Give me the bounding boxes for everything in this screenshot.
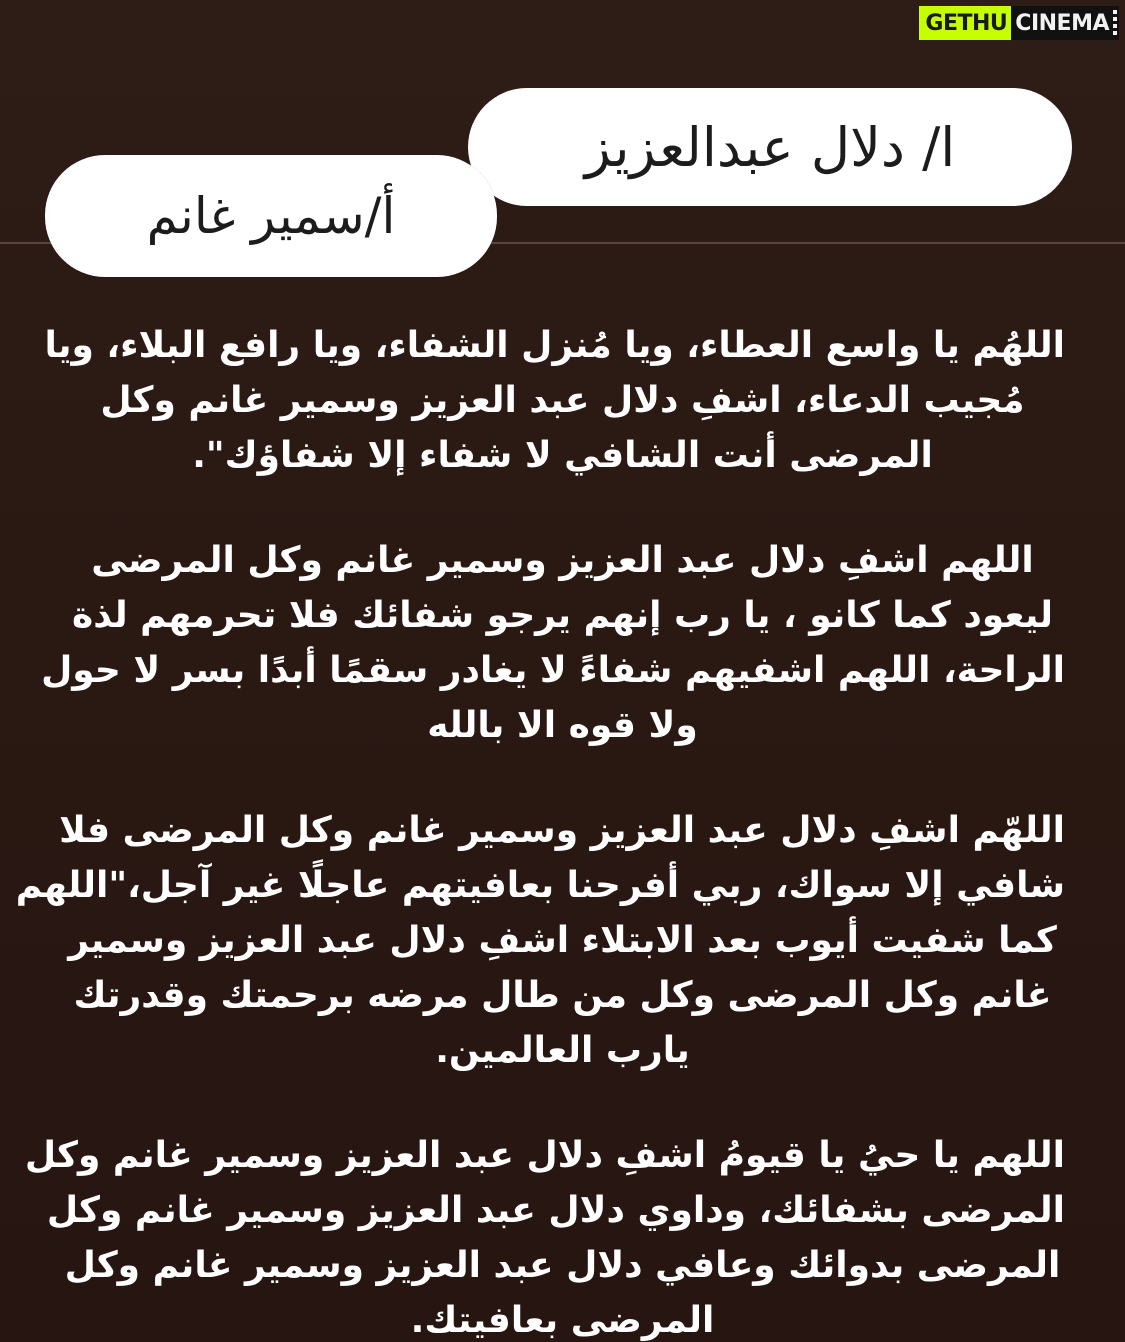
watermark-left: GETHU (919, 6, 1011, 40)
text-line: اللهُم يا واسع العطاء، ويا مُنزل الشفاء، ويا رافع البلاء، ويا (44, 325, 1065, 366)
text-line: مُجيب الدعاء، اشفِ دلال عبد العزيز وسمير غانم وكل (100, 380, 1025, 421)
text-line: المرضى بشفائك، وداوي دلال عبد العزيز وسمير غانم وكل (46, 1190, 1065, 1231)
paragraph-1 (44, 318, 1065, 483)
text-line: المرضى بعافيتك. (410, 1300, 715, 1341)
text-line: المرضى أنت الشافي لا شفاء إلا شفاؤك". (192, 435, 933, 476)
name-label-second (45, 155, 497, 277)
name-second-text: أ/سمير غانم (146, 187, 396, 245)
text-line: غانم وكل المرضى وكل من طال مرضه برحمتك وقدرتك (73, 975, 1052, 1016)
text-line: يارب العالمين. (435, 1030, 690, 1071)
paragraph-3 (15, 803, 1065, 1078)
name-first-text: ا/ دلال عبدالعزيز (584, 115, 956, 179)
text-line: اللهّم اشفِ دلال عبد العزيز وسمير غانم وكل المرضى فلا (59, 810, 1065, 851)
text-line: شافي إلا سواك، ربي أفرحنا بعافيتهم عاجلًا غير آجل،"اللهم (15, 865, 1065, 906)
prayer-text (15, 318, 1065, 1342)
text-line: اللهم يا حيُ يا قيومُ اشفِ دلال عبد العزيز وسمير غانم وكل (24, 1135, 1065, 1176)
text-line: كما شفيت أيوب بعد الابتلاء اشفِ دلال عبد العزيز وسمير (68, 920, 1057, 961)
paragraph-4 (24, 1128, 1065, 1342)
watermark-right: CINEMA (1011, 6, 1119, 40)
paragraph-2 (41, 533, 1065, 753)
watermark-logo (919, 6, 1119, 40)
text-line: ليعود كما كانو ، يا رب إنهم يرجو شفائك فلا تحرمهم لذة (72, 595, 1053, 636)
name-label-first (468, 88, 1072, 206)
text-line: المرضى بدوائك وعافي دلال عبد العزيز وسمير غانم وكل (64, 1245, 1061, 1286)
text-line: الراحة، اللهم اشفيهم شفاءً لا يغادر سقمًا أبدًا بسر لا حول (41, 650, 1065, 691)
text-line: اللهم اشفِ دلال عبد العزيز وسمير غانم وكل المرضى (91, 540, 1034, 581)
text-line: ولا قوه الا بالله (427, 705, 698, 746)
